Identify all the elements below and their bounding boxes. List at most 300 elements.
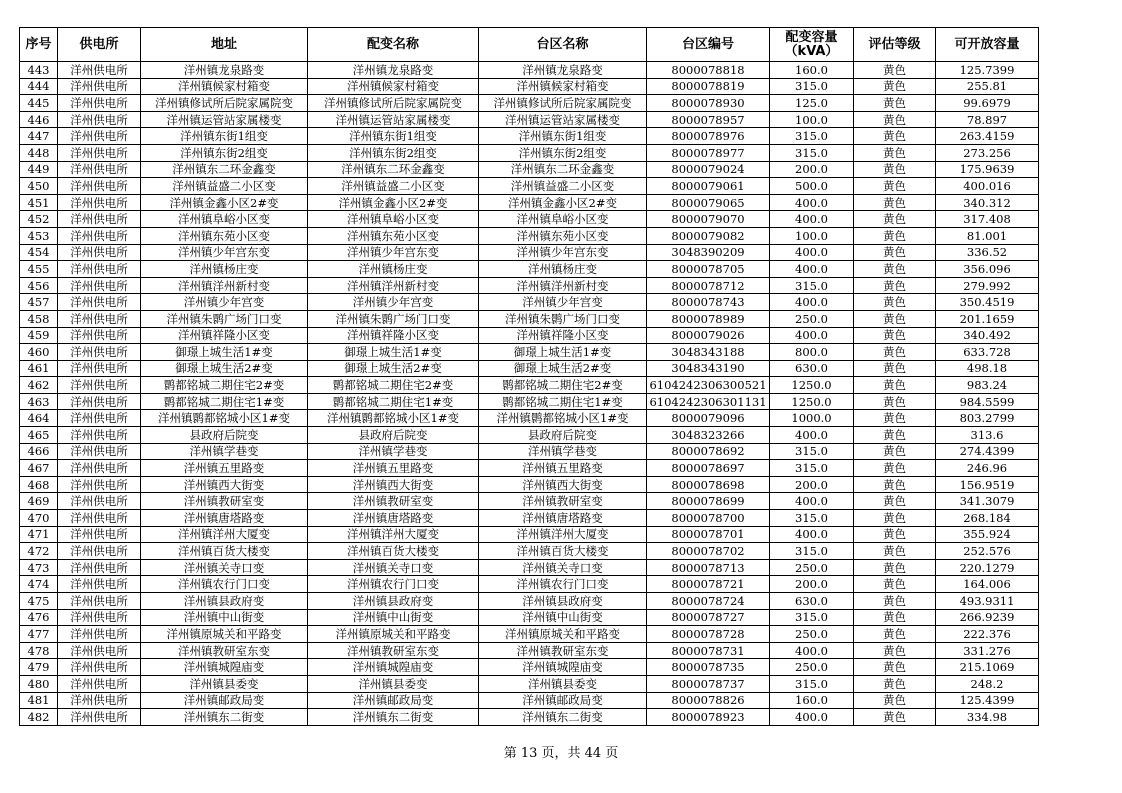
- cell-transformer-name: 洋州镇运管站家属楼变: [308, 111, 479, 128]
- cell-index: 478: [20, 642, 58, 659]
- cell-area-name: 洋州镇县政府变: [479, 593, 647, 610]
- cell-grade: 黄色: [854, 393, 936, 410]
- cell-area-name: 洋州镇原城关和平路变: [479, 626, 647, 643]
- cell-transformer-name: 御璟上城生活1#变: [308, 344, 479, 361]
- cell-index: 450: [20, 178, 58, 195]
- cell-address: 洋州镇原城关和平路变: [141, 626, 308, 643]
- cell-area-name: 洋州镇鹮都铭城小区1#变: [479, 410, 647, 427]
- table-row: [20, 277, 1039, 294]
- cell-station: 洋州供电所: [58, 427, 141, 444]
- cell-index: 448: [20, 144, 58, 161]
- cell-area-code: 3048390209: [647, 244, 770, 261]
- cell-address: 洋州镇洋州新村变: [141, 277, 308, 294]
- cell-capacity: 400.0: [770, 526, 854, 543]
- cell-open-capacity: 222.376: [936, 626, 1039, 643]
- cell-area-name: 洋州镇农行门口变: [479, 576, 647, 593]
- cell-open-capacity: 263.4159: [936, 128, 1039, 145]
- cell-index: 460: [20, 344, 58, 361]
- cell-grade: 黄色: [854, 111, 936, 128]
- cell-address: 洋州镇西大街变: [141, 476, 308, 493]
- cell-address: 洋州镇少年宫变: [141, 294, 308, 311]
- cell-area-name: 御璟上城生活2#变: [479, 360, 647, 377]
- cell-address: 洋州镇运管站家属楼变: [141, 111, 308, 128]
- cell-grade: 黄色: [854, 709, 936, 726]
- cell-open-capacity: 215.1069: [936, 659, 1039, 676]
- table-row: [20, 310, 1039, 327]
- cell-transformer-name: 洋州镇洋州新村变: [308, 277, 479, 294]
- cell-capacity: 500.0: [770, 178, 854, 195]
- cell-capacity: 250.0: [770, 310, 854, 327]
- table-row: [20, 78, 1039, 95]
- cell-area-code: 8000078819: [647, 78, 770, 95]
- cell-address: 鹮都铭城二期住宅1#变: [141, 393, 308, 410]
- table-row: [20, 62, 1039, 79]
- cell-area-name: 洋州镇教研室变: [479, 493, 647, 510]
- cell-area-code: 8000078699: [647, 493, 770, 510]
- cell-transformer-name: 洋州镇朱鹮广场门口变: [308, 310, 479, 327]
- cell-station: 洋州供电所: [58, 144, 141, 161]
- cell-area-name: 洋州镇杨庄变: [479, 261, 647, 278]
- cell-area-code: 8000079082: [647, 227, 770, 244]
- table-row: [20, 460, 1039, 477]
- cell-capacity: 315.0: [770, 78, 854, 95]
- cell-capacity: 630.0: [770, 593, 854, 610]
- cell-area-code: 8000078735: [647, 659, 770, 676]
- cell-grade: 黄色: [854, 642, 936, 659]
- cell-open-capacity: 341.3079: [936, 493, 1039, 510]
- cell-address: 御璟上城生活1#变: [141, 344, 308, 361]
- cell-area-code: 8000079096: [647, 410, 770, 427]
- cell-index: 444: [20, 78, 58, 95]
- cell-area-name: 洋州镇洋州大厦变: [479, 526, 647, 543]
- cell-grade: 黄色: [854, 161, 936, 178]
- table-row: [20, 559, 1039, 576]
- cell-area-name: 县政府后院变: [479, 427, 647, 444]
- cell-index: 459: [20, 327, 58, 344]
- cell-address: 洋州镇东二街变: [141, 709, 308, 726]
- cell-index: 454: [20, 244, 58, 261]
- cell-address: 洋州镇东二环金鑫变: [141, 161, 308, 178]
- cell-index: 445: [20, 95, 58, 112]
- cell-grade: 黄色: [854, 144, 936, 161]
- col-header-area-name: 台区名称: [479, 28, 647, 62]
- cell-station: 洋州供电所: [58, 609, 141, 626]
- cell-capacity: 125.0: [770, 95, 854, 112]
- cell-address: 洋州镇农行门口变: [141, 576, 308, 593]
- cell-station: 洋州供电所: [58, 62, 141, 79]
- cell-area-name: 洋州镇邮政局变: [479, 692, 647, 709]
- cell-transformer-name: 洋州镇东街2组变: [308, 144, 479, 161]
- cell-address: 洋州镇中山街变: [141, 609, 308, 626]
- cell-grade: 黄色: [854, 626, 936, 643]
- cell-station: 洋州供电所: [58, 178, 141, 195]
- cell-address: 洋州镇阜峪小区变: [141, 211, 308, 228]
- cell-grade: 黄色: [854, 95, 936, 112]
- cell-area-code: 8000079065: [647, 194, 770, 211]
- table-row: [20, 476, 1039, 493]
- cell-area-name: 御璟上城生活1#变: [479, 344, 647, 361]
- cell-area-name: 洋州镇益盛二小区变: [479, 178, 647, 195]
- cell-area-name: 洋州镇中山街变: [479, 609, 647, 626]
- cell-station: 洋州供电所: [58, 194, 141, 211]
- cell-capacity: 100.0: [770, 227, 854, 244]
- cell-index: 472: [20, 543, 58, 560]
- cell-open-capacity: 356.096: [936, 261, 1039, 278]
- cell-index: 461: [20, 360, 58, 377]
- cell-open-capacity: 246.96: [936, 460, 1039, 477]
- cell-transformer-name: 洋州镇龙泉路变: [308, 62, 479, 79]
- col-header-transformer-name: 配变名称: [308, 28, 479, 62]
- cell-index: 451: [20, 194, 58, 211]
- table-row: [20, 526, 1039, 543]
- cell-capacity: 400.0: [770, 244, 854, 261]
- cell-area-name: 洋州镇运管站家属楼变: [479, 111, 647, 128]
- table-row: [20, 493, 1039, 510]
- table-row: [20, 161, 1039, 178]
- cell-address: 洋州镇邮政局变: [141, 692, 308, 709]
- cell-transformer-name: 洋州镇城隍庙变: [308, 659, 479, 676]
- cell-capacity: 250.0: [770, 559, 854, 576]
- cell-open-capacity: 201.1659: [936, 310, 1039, 327]
- cell-station: 洋州供电所: [58, 543, 141, 560]
- cell-station: 洋州供电所: [58, 227, 141, 244]
- cell-transformer-name: 洋州镇邮政局变: [308, 692, 479, 709]
- cell-area-name: 洋州镇百货大楼变: [479, 543, 647, 560]
- cell-station: 洋州供电所: [58, 277, 141, 294]
- cell-area-code: 8000078724: [647, 593, 770, 610]
- cell-station: 洋州供电所: [58, 576, 141, 593]
- cell-area-code: 8000078712: [647, 277, 770, 294]
- cell-grade: 黄色: [854, 427, 936, 444]
- cell-open-capacity: 266.9239: [936, 609, 1039, 626]
- cell-index: 475: [20, 593, 58, 610]
- cell-area-name: 洋州镇金鑫小区2#变: [479, 194, 647, 211]
- cell-area-name: 洋州镇朱鹮广场门口变: [479, 310, 647, 327]
- cell-grade: 黄色: [854, 194, 936, 211]
- cell-area-name: 鹮都铭城二期住宅1#变: [479, 393, 647, 410]
- cell-grade: 黄色: [854, 675, 936, 692]
- cell-address: 洋州镇县委变: [141, 675, 308, 692]
- cell-address: 洋州镇洋州大厦变: [141, 526, 308, 543]
- cell-index: 477: [20, 626, 58, 643]
- cell-area-code: 8000078702: [647, 543, 770, 560]
- cell-area-name: 洋州镇教研室东变: [479, 642, 647, 659]
- page-number: 第 13 页，共 44 页: [503, 746, 619, 761]
- cell-station: 洋州供电所: [58, 393, 141, 410]
- cell-index: 463: [20, 393, 58, 410]
- cell-station: 洋州供电所: [58, 95, 141, 112]
- cell-index: 458: [20, 310, 58, 327]
- cell-capacity: 315.0: [770, 128, 854, 145]
- cell-station: 洋州供电所: [58, 526, 141, 543]
- cell-area-code: 8000078728: [647, 626, 770, 643]
- cell-index: 457: [20, 294, 58, 311]
- cell-index: 455: [20, 261, 58, 278]
- cell-station: 洋州供电所: [58, 626, 141, 643]
- cell-transformer-name: 洋州镇祥隆小区变: [308, 327, 479, 344]
- cell-grade: 黄色: [854, 261, 936, 278]
- cell-open-capacity: 331.276: [936, 642, 1039, 659]
- cell-capacity: 400.0: [770, 642, 854, 659]
- cell-index: 469: [20, 493, 58, 510]
- cell-address: 县政府后院变: [141, 427, 308, 444]
- cell-station: 洋州供电所: [58, 460, 141, 477]
- cell-area-name: 洋州镇唐塔路变: [479, 510, 647, 527]
- cell-area-name: 洋州镇东二街变: [479, 709, 647, 726]
- cell-transformer-name: 洋州镇益盛二小区变: [308, 178, 479, 195]
- cell-index: 471: [20, 526, 58, 543]
- cell-capacity: 250.0: [770, 626, 854, 643]
- cell-index: 467: [20, 460, 58, 477]
- cell-transformer-name: 洋州镇原城关和平路变: [308, 626, 479, 643]
- cell-station: 洋州供电所: [58, 261, 141, 278]
- cell-transformer-name: 洋州镇东街1组变: [308, 128, 479, 145]
- cell-area-name: 洋州镇关寺口变: [479, 559, 647, 576]
- cell-index: 470: [20, 510, 58, 527]
- cell-station: 洋州供电所: [58, 377, 141, 394]
- cell-grade: 黄色: [854, 78, 936, 95]
- cell-transformer-name: 洋州镇农行门口变: [308, 576, 479, 593]
- cell-capacity: 400.0: [770, 327, 854, 344]
- cell-transformer-name: 洋州镇县委变: [308, 675, 479, 692]
- cell-grade: 黄色: [854, 526, 936, 543]
- cell-index: 465: [20, 427, 58, 444]
- cell-transformer-name: 洋州镇东二街变: [308, 709, 479, 726]
- col-header-station: 供电所: [58, 28, 141, 62]
- cell-grade: 黄色: [854, 692, 936, 709]
- cell-index: 462: [20, 377, 58, 394]
- col-header-index: 序号: [20, 28, 58, 62]
- cell-grade: 黄色: [854, 543, 936, 560]
- cell-open-capacity: 220.1279: [936, 559, 1039, 576]
- cell-address: 鹮都铭城二期住宅2#变: [141, 377, 308, 394]
- cell-area-code: 8000078930: [647, 95, 770, 112]
- col-header-area-code: 台区编号: [647, 28, 770, 62]
- cell-grade: 黄色: [854, 344, 936, 361]
- cell-station: 洋州供电所: [58, 244, 141, 261]
- cell-address: 洋州镇益盛二小区变: [141, 178, 308, 195]
- cell-index: 474: [20, 576, 58, 593]
- table-row: [20, 659, 1039, 676]
- cell-station: 洋州供电所: [58, 443, 141, 460]
- cell-open-capacity: 350.4519: [936, 294, 1039, 311]
- cell-station: 洋州供电所: [58, 78, 141, 95]
- cell-index: 482: [20, 709, 58, 726]
- cell-capacity: 630.0: [770, 360, 854, 377]
- cell-index: 479: [20, 659, 58, 676]
- cell-grade: 黄色: [854, 128, 936, 145]
- table-row: [20, 692, 1039, 709]
- cell-address: 洋州镇唐塔路变: [141, 510, 308, 527]
- cell-capacity: 400.0: [770, 709, 854, 726]
- table-row: [20, 642, 1039, 659]
- cell-station: 洋州供电所: [58, 559, 141, 576]
- cell-open-capacity: 273.256: [936, 144, 1039, 161]
- cell-address: 洋州镇候家村箱变: [141, 78, 308, 95]
- cell-station: 洋州供电所: [58, 310, 141, 327]
- cell-open-capacity: 268.184: [936, 510, 1039, 527]
- cell-grade: 黄色: [854, 310, 936, 327]
- cell-address: 洋州镇金鑫小区2#变: [141, 194, 308, 211]
- cell-grade: 黄色: [854, 659, 936, 676]
- cell-open-capacity: 313.6: [936, 427, 1039, 444]
- cell-grade: 黄色: [854, 410, 936, 427]
- table-row: [20, 410, 1039, 427]
- table-row: [20, 227, 1039, 244]
- cell-address: 洋州镇龙泉路变: [141, 62, 308, 79]
- table-row: [20, 211, 1039, 228]
- table-row: [20, 178, 1039, 195]
- table-row: [20, 244, 1039, 261]
- cell-transformer-name: 洋州镇少年宫东变: [308, 244, 479, 261]
- cell-station: 洋州供电所: [58, 161, 141, 178]
- cell-area-code: 8000078701: [647, 526, 770, 543]
- cell-area-code: 8000078705: [647, 261, 770, 278]
- cell-open-capacity: 340.492: [936, 327, 1039, 344]
- cell-address: 洋州镇县政府变: [141, 593, 308, 610]
- cell-open-capacity: 340.312: [936, 194, 1039, 211]
- table-row: [20, 427, 1039, 444]
- cell-grade: 黄色: [854, 576, 936, 593]
- table-row: [20, 576, 1039, 593]
- cell-grade: 黄色: [854, 443, 936, 460]
- cell-open-capacity: 984.5599: [936, 393, 1039, 410]
- cell-transformer-name: 御璟上城生活2#变: [308, 360, 479, 377]
- cell-address: 洋州镇东街1组变: [141, 128, 308, 145]
- table-row: [20, 360, 1039, 377]
- table-row: [20, 377, 1039, 394]
- table-row: [20, 111, 1039, 128]
- cell-area-code: 8000078737: [647, 675, 770, 692]
- cell-grade: 黄色: [854, 377, 936, 394]
- cell-transformer-name: 鹮都铭城二期住宅2#变: [308, 377, 479, 394]
- col-header-capacity: 配变容量 （kVA）: [770, 28, 854, 62]
- cell-open-capacity: 983.24: [936, 377, 1039, 394]
- col-header-open-capacity: 可开放容量: [936, 28, 1039, 62]
- cell-open-capacity: 99.6979: [936, 95, 1039, 112]
- cell-address: 洋州镇东街2组变: [141, 144, 308, 161]
- cell-station: 洋州供电所: [58, 659, 141, 676]
- cell-open-capacity: 336.52: [936, 244, 1039, 261]
- cell-transformer-name: 洋州镇东苑小区变: [308, 227, 479, 244]
- cell-open-capacity: 493.9311: [936, 593, 1039, 610]
- cell-transformer-name: 洋州镇洋州大厦变: [308, 526, 479, 543]
- table-row: [20, 709, 1039, 726]
- cell-open-capacity: 78.897: [936, 111, 1039, 128]
- cell-transformer-name: 洋州镇学巷变: [308, 443, 479, 460]
- table-header: [20, 28, 1039, 62]
- cell-area-code: 8000078727: [647, 609, 770, 626]
- cell-index: 466: [20, 443, 58, 460]
- cell-capacity: 400.0: [770, 294, 854, 311]
- cell-open-capacity: 400.016: [936, 178, 1039, 195]
- cell-open-capacity: 252.576: [936, 543, 1039, 560]
- cell-index: 446: [20, 111, 58, 128]
- cell-grade: 黄色: [854, 294, 936, 311]
- cell-area-name: 洋州镇祥隆小区变: [479, 327, 647, 344]
- cell-index: 447: [20, 128, 58, 145]
- cell-transformer-name: 洋州镇杨庄变: [308, 261, 479, 278]
- cell-station: 洋州供电所: [58, 709, 141, 726]
- cell-area-name: 洋州镇少年宫变: [479, 294, 647, 311]
- table-row: [20, 393, 1039, 410]
- cell-address: 洋州镇学巷变: [141, 443, 308, 460]
- cell-open-capacity: 156.9519: [936, 476, 1039, 493]
- cell-index: 468: [20, 476, 58, 493]
- cell-grade: 黄色: [854, 593, 936, 610]
- cell-station: 洋州供电所: [58, 410, 141, 427]
- cell-capacity: 400.0: [770, 211, 854, 228]
- cell-open-capacity: 279.992: [936, 277, 1039, 294]
- cell-capacity: 160.0: [770, 692, 854, 709]
- table-body: [20, 62, 1039, 726]
- cell-area-code: 8000078977: [647, 144, 770, 161]
- cell-open-capacity: 274.4399: [936, 443, 1039, 460]
- cell-address: 洋州镇杨庄变: [141, 261, 308, 278]
- cell-address: 洋州镇朱鹮广场门口变: [141, 310, 308, 327]
- cell-capacity: 100.0: [770, 111, 854, 128]
- cell-index: 480: [20, 675, 58, 692]
- cell-transformer-name: 洋州镇教研室东变: [308, 642, 479, 659]
- cell-index: 443: [20, 62, 58, 79]
- cell-transformer-name: 洋州镇东二环金鑫变: [308, 161, 479, 178]
- cell-area-code: 8000079061: [647, 178, 770, 195]
- cell-address: 御璟上城生活2#变: [141, 360, 308, 377]
- cell-capacity: 250.0: [770, 659, 854, 676]
- table-row: [20, 194, 1039, 211]
- table-row: [20, 261, 1039, 278]
- cell-area-name: 洋州镇东街2组变: [479, 144, 647, 161]
- cell-area-code: 3048323266: [647, 427, 770, 444]
- table-row: [20, 593, 1039, 610]
- cell-open-capacity: 255.81: [936, 78, 1039, 95]
- cell-address: 洋州镇东苑小区变: [141, 227, 308, 244]
- cell-area-name: 洋州镇东二环金鑫变: [479, 161, 647, 178]
- cell-station: 洋州供电所: [58, 593, 141, 610]
- cell-capacity: 315.0: [770, 144, 854, 161]
- cell-transformer-name: 县政府后院变: [308, 427, 479, 444]
- table-row: [20, 95, 1039, 112]
- cell-open-capacity: 498.18: [936, 360, 1039, 377]
- cell-area-code: 8000078743: [647, 294, 770, 311]
- cell-grade: 黄色: [854, 327, 936, 344]
- cell-address: 洋州镇修试所后院家属院变: [141, 95, 308, 112]
- cell-index: 452: [20, 211, 58, 228]
- cell-station: 洋州供电所: [58, 692, 141, 709]
- cell-transformer-name: 洋州镇教研室变: [308, 493, 479, 510]
- cell-grade: 黄色: [854, 178, 936, 195]
- cell-address: 洋州镇鹮都铭城小区1#变: [141, 410, 308, 427]
- cell-address: 洋州镇百货大楼变: [141, 543, 308, 560]
- cell-station: 洋州供电所: [58, 476, 141, 493]
- cell-station: 洋州供电所: [58, 327, 141, 344]
- cell-address: 洋州镇少年宫东变: [141, 244, 308, 261]
- cell-transformer-name: 洋州镇唐塔路变: [308, 510, 479, 527]
- cell-transformer-name: 鹮都铭城二期住宅1#变: [308, 393, 479, 410]
- cell-area-name: 洋州镇县委变: [479, 675, 647, 692]
- cell-grade: 黄色: [854, 559, 936, 576]
- cell-open-capacity: 633.728: [936, 344, 1039, 361]
- cell-address: 洋州镇教研室变: [141, 493, 308, 510]
- cell-area-code: 8000079024: [647, 161, 770, 178]
- cell-area-code: 8000078700: [647, 510, 770, 527]
- cell-area-name: 洋州镇东苑小区变: [479, 227, 647, 244]
- cell-grade: 黄色: [854, 244, 936, 261]
- cell-area-name: 洋州镇修试所后院家属院变: [479, 95, 647, 112]
- table-row: [20, 609, 1039, 626]
- table-row: [20, 510, 1039, 527]
- cell-transformer-name: 洋州镇县政府变: [308, 593, 479, 610]
